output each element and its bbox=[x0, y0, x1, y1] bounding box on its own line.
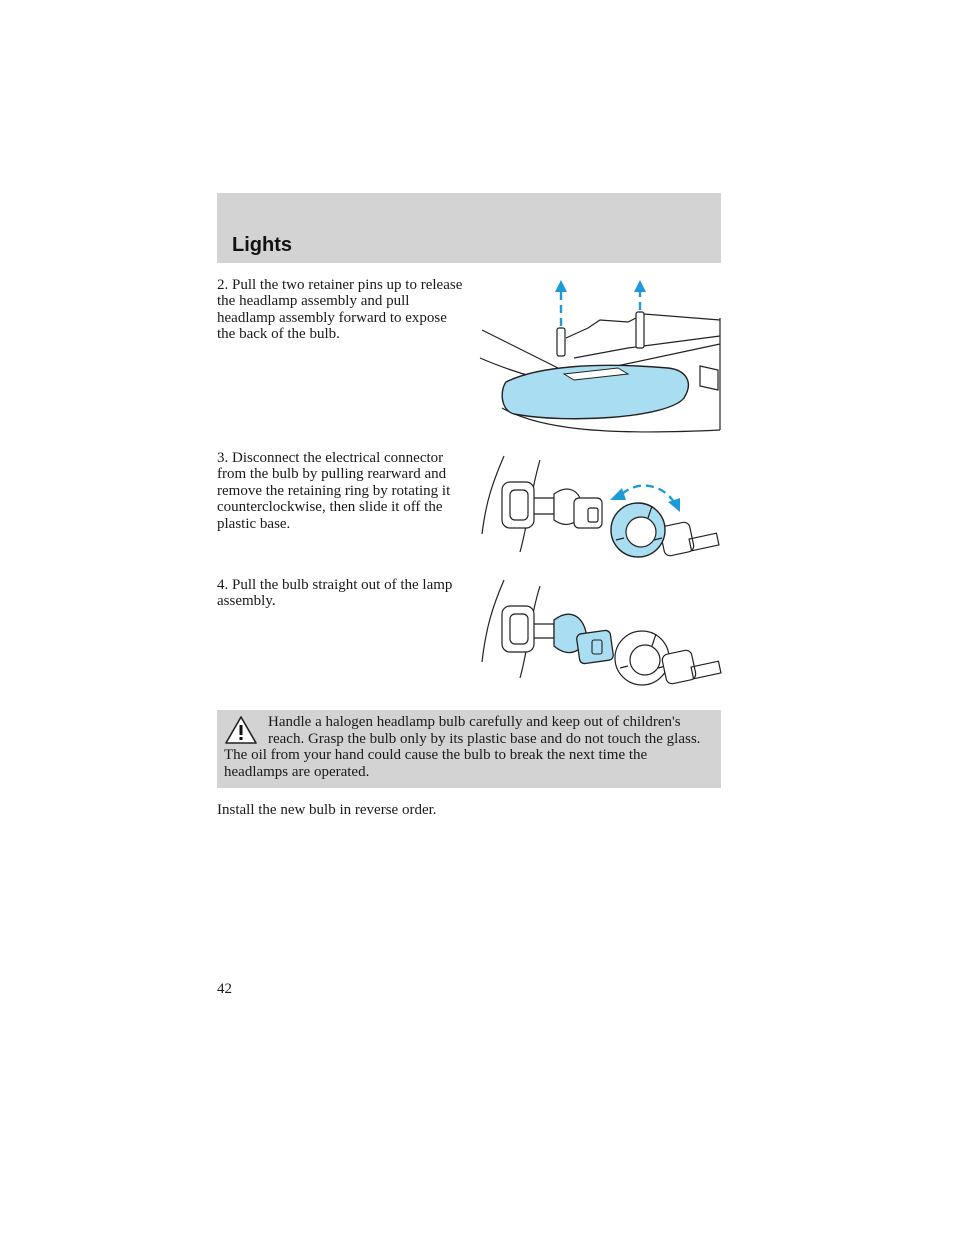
warning-triangle-icon bbox=[224, 715, 258, 745]
up-arrow-icon bbox=[555, 280, 567, 292]
warning-box bbox=[217, 710, 721, 788]
warning-text: Handle a halogen headlamp bulb carefully and keep out of children's reach. Grasp the bulb only by its plastic base and do not touch the glass. The oil from your hand could cause the bulb to break the next time the headlamps are operated. bbox=[224, 714, 701, 780]
section-header-band bbox=[217, 193, 721, 263]
step-3-text: 3. Disconnect the electrical connector from the bulb by pulling rearward and remove the retaining ring by rotating it counterclockwise, then slide it off the plastic base. bbox=[217, 450, 451, 532]
step-4-text: 4. Pull the bulb straight out of the lamp assembly. bbox=[217, 577, 453, 610]
install-note: Install the new bulb in reverse order. bbox=[217, 802, 437, 818]
step-2-text: 2. Pull the two retainer pins up to release the headlamp assembly and pull headlamp assembly forward to expose the back of the bulb. bbox=[217, 277, 463, 343]
bulb-removal-illustration bbox=[478, 578, 724, 692]
retaining-ring-removal-illustration bbox=[478, 454, 724, 566]
right-retainer-pin bbox=[636, 312, 644, 348]
page-number: 42 bbox=[217, 981, 232, 997]
rotate-arrow-right-icon bbox=[668, 498, 680, 512]
up-arrow-icon bbox=[634, 280, 646, 292]
headlamp-retainer-pins-illustration bbox=[478, 278, 722, 438]
rotate-arrow-left-icon bbox=[610, 488, 626, 500]
section-title: Lights bbox=[232, 234, 292, 256]
left-retainer-pin bbox=[557, 328, 565, 356]
